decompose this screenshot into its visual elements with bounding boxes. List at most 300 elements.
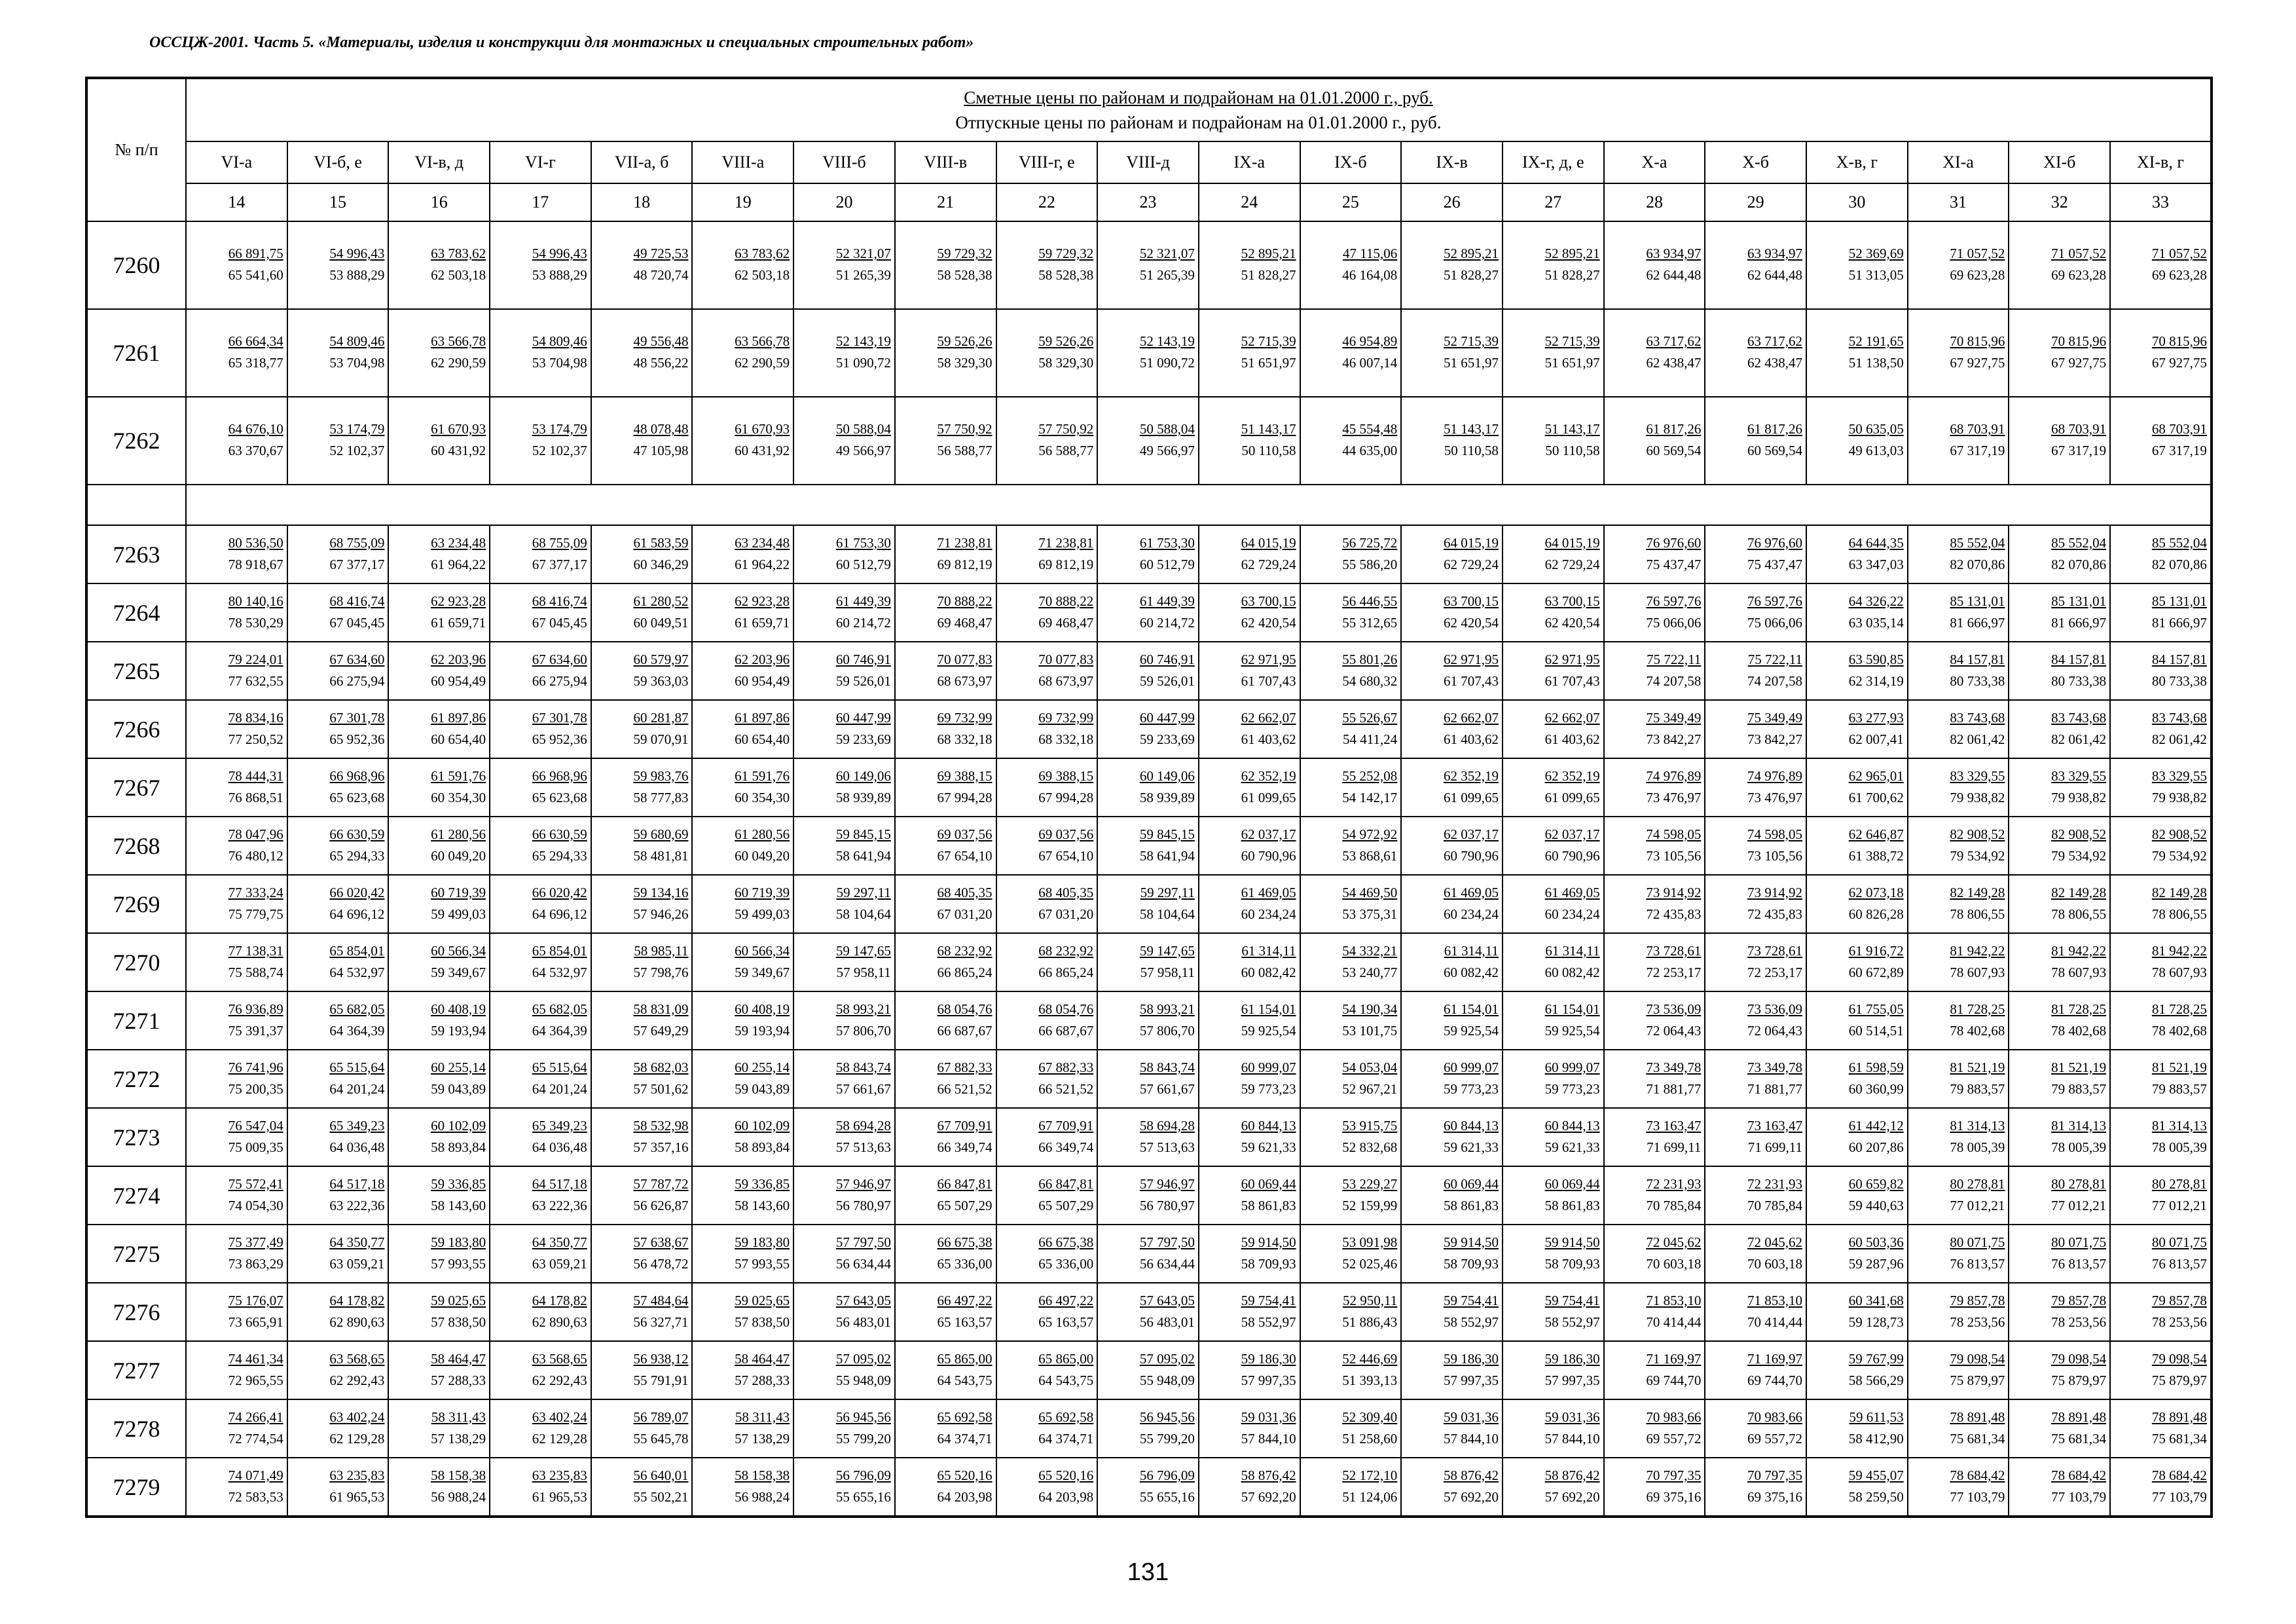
estimated-price: 62 037,17 — [1443, 826, 1499, 842]
price-cell — [287, 991, 389, 1050]
price-cell — [1908, 642, 2009, 700]
estimated-price: 60 341,68 — [1848, 1292, 1904, 1308]
release-price: 51 651,97 — [1241, 355, 1296, 371]
price-cell — [1908, 758, 2009, 817]
release-price: 69 375,16 — [1747, 1488, 1802, 1505]
release-price: 61 707,43 — [1241, 673, 1296, 689]
release-price: 78 005,39 — [2151, 1139, 2207, 1155]
estimated-price: 66 675,38 — [937, 1234, 993, 1250]
release-price: 61 707,43 — [1544, 673, 1600, 689]
column-index: 33 — [2110, 183, 2212, 221]
release-price: 66 349,74 — [937, 1139, 993, 1155]
column-index: 18 — [591, 183, 693, 221]
estimated-price: 66 675,38 — [1038, 1234, 1094, 1250]
estimated-price: 57 750,92 — [937, 421, 993, 437]
release-price: 67 377,17 — [329, 556, 385, 572]
estimated-price: 58 843,74 — [835, 1059, 891, 1075]
price-cell — [1908, 933, 2009, 991]
price-cell — [692, 525, 793, 583]
price-cell — [1604, 933, 1705, 991]
estimated-price: 58 831,09 — [633, 1001, 689, 1017]
price-cell — [591, 1166, 693, 1225]
release-price: 64 201,24 — [329, 1080, 385, 1097]
estimated-price: 64 517,18 — [329, 1175, 385, 1192]
release-price: 63 347,03 — [1848, 556, 1904, 572]
release-price: 56 483,01 — [1139, 1314, 1195, 1330]
price-cell — [1401, 758, 1503, 817]
price-cell — [2009, 397, 2110, 485]
price-cell — [1199, 309, 1300, 397]
release-price: 82 070,86 — [1950, 556, 2005, 572]
release-price: 67 927,75 — [2051, 355, 2107, 371]
estimated-price: 68 405,35 — [1038, 884, 1094, 900]
estimated-price: 61 469,05 — [1241, 884, 1296, 900]
estimated-price: 57 643,05 — [1139, 1292, 1195, 1308]
price-cell — [186, 758, 287, 817]
release-price: 66 865,24 — [937, 964, 993, 980]
release-price: 76 813,57 — [2051, 1255, 2107, 1272]
estimated-price: 81 314,13 — [1950, 1117, 2005, 1134]
price-cell — [1705, 397, 1806, 485]
release-price: 69 468,47 — [1038, 614, 1094, 631]
district-header: IX-г, д, е — [1503, 141, 1604, 183]
release-price: 75 681,34 — [2051, 1430, 2107, 1447]
estimated-price: 54 053,04 — [1342, 1059, 1398, 1075]
estimated-price: 54 972,92 — [1342, 826, 1398, 842]
estimated-price: 61 897,86 — [735, 709, 790, 726]
price-cell — [1705, 583, 1806, 642]
release-price: 78 806,55 — [2051, 906, 2107, 922]
estimated-price: 53 091,98 — [1342, 1234, 1398, 1250]
release-price: 65 623,68 — [329, 789, 385, 805]
release-price: 68 673,97 — [937, 673, 993, 689]
price-cell — [2110, 1050, 2212, 1108]
price-cell — [996, 397, 1098, 485]
release-price: 59 043,89 — [735, 1080, 790, 1097]
price-cell — [1199, 1166, 1300, 1225]
price-cell — [388, 817, 490, 875]
release-price: 72 774,54 — [228, 1430, 283, 1447]
release-price: 58 861,83 — [1443, 1197, 1499, 1213]
estimated-price: 50 588,04 — [1139, 421, 1195, 437]
price-cell — [186, 875, 287, 933]
price-cell — [490, 1166, 591, 1225]
estimated-price: 60 844,13 — [1241, 1117, 1296, 1134]
release-price: 60 954,49 — [735, 673, 790, 689]
price-cell — [490, 583, 591, 642]
release-price: 70 603,18 — [1646, 1255, 1702, 1272]
price-cell — [490, 1399, 591, 1458]
price-cell — [388, 758, 490, 817]
price-cell — [1604, 583, 1705, 642]
release-price: 71 699,11 — [1647, 1139, 1702, 1155]
table-row — [86, 1050, 2212, 1108]
release-price: 79 938,82 — [2051, 789, 2107, 805]
price-cell — [692, 700, 793, 758]
release-price: 59 043,89 — [431, 1080, 486, 1097]
estimated-price: 75 349,49 — [1747, 709, 1802, 726]
estimated-price: 56 796,09 — [835, 1467, 891, 1483]
price-cell — [1806, 1108, 1908, 1166]
release-price: 67 994,28 — [1038, 789, 1094, 805]
estimated-price: 57 797,50 — [835, 1234, 891, 1250]
estimated-price: 76 741,96 — [228, 1059, 283, 1075]
estimated-price: 75 349,49 — [1646, 709, 1702, 726]
estimated-price: 72 045,62 — [1646, 1234, 1702, 1250]
district-header: VI-б, е — [287, 141, 389, 183]
price-cell — [1300, 1166, 1402, 1225]
column-index: 16 — [388, 183, 490, 221]
price-cell — [2009, 1283, 2110, 1341]
estimated-price: 76 976,60 — [1646, 534, 1702, 551]
price-cell — [793, 1458, 895, 1517]
release-price: 53 704,98 — [532, 355, 587, 371]
estimated-price: 62 203,96 — [735, 651, 790, 667]
release-price: 76 868,51 — [228, 789, 283, 805]
release-price: 73 842,27 — [1747, 731, 1802, 747]
price-cell — [793, 1341, 895, 1399]
estimated-price: 53 915,75 — [1342, 1117, 1398, 1134]
column-index: 30 — [1806, 183, 1908, 221]
estimated-price: 71 853,10 — [1646, 1292, 1702, 1308]
estimated-price: 66 847,81 — [1038, 1175, 1094, 1192]
estimated-price: 63 566,78 — [735, 333, 790, 349]
estimated-price: 59 611,53 — [1849, 1409, 1904, 1425]
estimated-price: 68 416,74 — [532, 593, 587, 609]
price-cell — [1705, 933, 1806, 991]
release-price: 58 709,93 — [1443, 1255, 1499, 1272]
price-cell — [1401, 642, 1503, 700]
release-price: 67 994,28 — [937, 789, 993, 805]
release-price: 60 082,42 — [1241, 964, 1296, 980]
price-cell — [1908, 1283, 2009, 1341]
release-price: 51 265,39 — [835, 267, 891, 283]
release-price: 66 521,52 — [1038, 1080, 1094, 1097]
price-cell — [287, 583, 389, 642]
release-price: 75 879,97 — [2151, 1372, 2207, 1388]
estimated-price: 70 077,83 — [1038, 651, 1094, 667]
release-price: 60 082,42 — [1544, 964, 1600, 980]
release-price: 71 881,77 — [1747, 1080, 1802, 1097]
price-cell — [1199, 1283, 1300, 1341]
estimated-price: 53 174,79 — [532, 421, 587, 437]
row-code: 7272 — [86, 1050, 186, 1108]
estimated-price: 61 670,93 — [735, 421, 790, 437]
price-cell — [1300, 642, 1402, 700]
release-price: 51 651,97 — [1443, 355, 1499, 371]
price-cell — [1604, 1283, 1705, 1341]
release-price: 65 623,68 — [532, 789, 587, 805]
estimated-price: 63 717,62 — [1747, 333, 1802, 349]
price-cell — [1705, 758, 1806, 817]
column-index: 20 — [793, 183, 895, 221]
price-cell — [490, 1108, 591, 1166]
district-header: IX-а — [1199, 141, 1300, 183]
price-cell — [388, 1283, 490, 1341]
release-price: 55 502,21 — [633, 1488, 689, 1505]
release-price: 61 700,62 — [1848, 789, 1904, 805]
estimated-price: 61 817,26 — [1747, 421, 1802, 437]
estimated-price: 58 158,38 — [735, 1467, 790, 1483]
release-price: 52 832,68 — [1342, 1139, 1398, 1155]
estimated-price: 85 552,04 — [1950, 534, 2005, 551]
table-row — [86, 875, 2212, 933]
row-code: 7277 — [86, 1341, 186, 1399]
price-cell — [1705, 525, 1806, 583]
release-price: 55 948,09 — [835, 1372, 891, 1388]
estimated-price: 66 630,59 — [532, 826, 587, 842]
estimated-price: 65 349,23 — [532, 1117, 587, 1134]
release-price: 64 374,71 — [937, 1430, 993, 1447]
price-cell — [1401, 1341, 1503, 1399]
price-cell — [1503, 642, 1604, 700]
estimated-price: 63 566,78 — [431, 333, 486, 349]
estimated-price: 59 729,32 — [1038, 246, 1094, 261]
blank-cell — [86, 485, 186, 525]
district-header: XI-в, г — [2110, 141, 2212, 183]
price-cell — [1097, 397, 1199, 485]
release-price: 63 222,36 — [329, 1197, 385, 1213]
release-price: 66 687,67 — [1038, 1022, 1094, 1039]
price-cell — [1401, 1225, 1503, 1283]
release-price: 58 939,89 — [1139, 789, 1195, 805]
price-cell — [2110, 1458, 2212, 1517]
price-cell — [793, 1108, 895, 1166]
estimated-price: 61 753,30 — [1139, 534, 1195, 551]
estimated-price: 57 095,02 — [1139, 1350, 1195, 1367]
price-cell — [2110, 1399, 2212, 1458]
price-cell — [490, 1458, 591, 1517]
release-price: 48 720,74 — [633, 267, 689, 283]
release-price: 63 059,21 — [329, 1255, 385, 1272]
price-cell — [1806, 1399, 1908, 1458]
release-price: 59 526,01 — [835, 673, 891, 689]
price-cell — [1705, 1050, 1806, 1108]
price-cell — [1300, 1458, 1402, 1517]
release-price: 81 666,97 — [2151, 614, 2207, 631]
release-price: 67 377,17 — [532, 556, 587, 572]
release-price: 74 054,30 — [228, 1197, 283, 1213]
release-price: 64 364,39 — [532, 1022, 587, 1039]
price-cell — [388, 397, 490, 485]
price-cell — [287, 700, 389, 758]
release-price: 80 733,38 — [2151, 673, 2207, 689]
page-number: 131 — [1127, 1559, 1169, 1586]
estimated-price: 59 297,11 — [836, 884, 891, 900]
estimated-price: 58 985,11 — [634, 942, 689, 959]
release-price: 56 588,77 — [937, 443, 993, 458]
estimated-price: 54 332,21 — [1342, 942, 1398, 959]
estimated-price: 81 942,22 — [1950, 942, 2005, 959]
estimated-price: 60 746,91 — [835, 651, 891, 667]
estimated-price: 64 517,18 — [532, 1175, 587, 1192]
release-price: 78 402,68 — [1950, 1022, 2005, 1039]
estimated-price: 78 891,48 — [2051, 1409, 2107, 1425]
price-cell — [388, 1166, 490, 1225]
price-cell — [1604, 525, 1705, 583]
estimated-price: 59 336,85 — [431, 1175, 486, 1192]
estimated-price: 59 025,65 — [431, 1292, 486, 1308]
release-price: 61 707,43 — [1443, 673, 1499, 689]
price-cell — [692, 1458, 793, 1517]
price-cell — [2009, 1341, 2110, 1399]
release-price: 56 588,77 — [1038, 443, 1094, 458]
release-price: 79 883,57 — [1950, 1080, 2005, 1097]
district-header: VIII-г, е — [996, 141, 1098, 183]
price-cell — [1908, 1341, 2009, 1399]
price-cell — [793, 933, 895, 991]
price-cell — [1199, 642, 1300, 700]
release-price: 62 129,28 — [329, 1430, 385, 1447]
table-row — [86, 397, 2212, 485]
estimated-price: 82 149,28 — [2151, 884, 2207, 900]
release-price: 66 687,67 — [937, 1022, 993, 1039]
district-header: X-б — [1705, 141, 1806, 183]
release-price: 59 499,03 — [735, 906, 790, 922]
release-price: 62 129,28 — [532, 1430, 587, 1447]
estimated-price: 69 388,15 — [937, 767, 993, 784]
price-cell — [1503, 875, 1604, 933]
release-price: 53 240,77 — [1342, 964, 1398, 980]
price-cell — [591, 1050, 693, 1108]
release-price: 56 327,71 — [633, 1314, 689, 1330]
price-cell — [287, 875, 389, 933]
release-price: 62 290,59 — [431, 355, 486, 371]
release-price: 67 317,19 — [1950, 443, 2005, 458]
release-price: 65 294,33 — [329, 847, 385, 864]
price-cell — [2110, 817, 2212, 875]
release-price: 78 402,68 — [2051, 1022, 2107, 1039]
price-cell — [388, 221, 490, 309]
release-price: 72 064,43 — [1747, 1022, 1802, 1039]
release-price: 60 826,28 — [1848, 906, 1904, 922]
estimated-price: 66 497,22 — [1038, 1292, 1094, 1308]
price-cell — [1503, 1108, 1604, 1166]
release-price: 82 061,42 — [1950, 731, 2005, 747]
release-price: 61 965,53 — [329, 1488, 385, 1505]
row-code: 7261 — [86, 309, 186, 397]
estimated-price: 49 556,48 — [633, 333, 689, 349]
release-price: 57 844,10 — [1544, 1430, 1600, 1447]
price-cell — [2110, 525, 2212, 583]
row-code: 7276 — [86, 1283, 186, 1341]
release-price: 73 863,29 — [228, 1255, 283, 1272]
price-cell — [1705, 700, 1806, 758]
price-cell — [996, 875, 1098, 933]
price-cell — [996, 1283, 1098, 1341]
release-price: 60 346,29 — [633, 556, 689, 572]
estimated-price: 79 098,54 — [2051, 1350, 2107, 1367]
table-row — [86, 1225, 2212, 1283]
estimated-price: 61 897,86 — [431, 709, 486, 726]
release-price: 57 692,20 — [1443, 1488, 1499, 1505]
release-price: 56 483,01 — [835, 1314, 891, 1330]
estimated-price: 52 715,39 — [1443, 333, 1499, 349]
estimated-price: 71 057,52 — [2151, 246, 2207, 261]
estimated-price: 81 942,22 — [2151, 942, 2207, 959]
estimated-price: 75 377,49 — [228, 1234, 283, 1250]
price-cell — [388, 583, 490, 642]
table-row — [86, 642, 2212, 700]
release-price: 67 031,20 — [1038, 906, 1094, 922]
price-cell — [793, 525, 895, 583]
estimated-price: 59 031,36 — [1544, 1409, 1600, 1425]
estimated-price: 61 591,76 — [431, 767, 486, 784]
estimated-price: 67 709,91 — [937, 1117, 993, 1134]
release-price: 78 402,68 — [2151, 1022, 2207, 1039]
price-cell — [490, 1341, 591, 1399]
release-price: 75 066,06 — [1747, 614, 1802, 631]
release-price: 73 105,56 — [1747, 847, 1802, 864]
price-cell — [2009, 1458, 2110, 1517]
price-cell — [2009, 817, 2110, 875]
price-cell — [1097, 700, 1199, 758]
price-cell — [895, 1399, 996, 1458]
release-price: 59 349,67 — [431, 964, 486, 980]
estimated-price: 59 455,07 — [1848, 1467, 1904, 1483]
price-cell — [287, 933, 389, 991]
price-cell — [692, 1399, 793, 1458]
price-cell — [1401, 221, 1503, 309]
estimated-price: 59 526,26 — [1038, 333, 1094, 349]
blank-cell — [186, 485, 2212, 525]
release-price: 49 566,97 — [835, 443, 891, 458]
release-price: 67 045,45 — [329, 614, 385, 631]
release-price: 55 799,20 — [835, 1430, 891, 1447]
document-header: ОССЦЖ-2001. Часть 5. «Материалы, изделия и конструкции для монтажных и специальных строительных работ» — [149, 34, 974, 51]
estimated-price: 83 743,68 — [2051, 709, 2107, 726]
release-price: 46 164,08 — [1342, 267, 1398, 283]
estimated-price: 84 157,81 — [1950, 651, 2005, 667]
price-cell — [1199, 525, 1300, 583]
price-cell — [895, 991, 996, 1050]
price-cell — [388, 1225, 490, 1283]
release-price: 53 101,75 — [1342, 1022, 1398, 1039]
release-price: 68 332,18 — [937, 731, 993, 747]
estimated-price: 59 186,30 — [1241, 1350, 1296, 1367]
price-cell — [186, 1050, 287, 1108]
price-cell — [1199, 700, 1300, 758]
release-price: 56 780,97 — [835, 1197, 891, 1213]
estimated-price: 68 054,76 — [937, 1001, 993, 1017]
release-price: 60 082,42 — [1443, 964, 1499, 980]
release-price: 51 313,05 — [1848, 267, 1904, 283]
price-cell — [895, 700, 996, 758]
estimated-price: 62 352,19 — [1544, 767, 1600, 784]
estimated-price: 84 157,81 — [2051, 651, 2107, 667]
estimated-price: 60 844,13 — [1544, 1117, 1600, 1134]
price-cell — [793, 583, 895, 642]
price-cell — [692, 309, 793, 397]
price-cell — [895, 875, 996, 933]
estimated-price: 68 232,92 — [1038, 942, 1094, 959]
release-price: 51 090,72 — [1139, 355, 1195, 371]
estimated-price: 48 078,48 — [633, 421, 689, 437]
estimated-price: 73 349,78 — [1646, 1059, 1702, 1075]
release-price: 60 654,40 — [431, 731, 486, 747]
price-cell — [388, 1399, 490, 1458]
price-cell — [591, 758, 693, 817]
release-price: 59 621,33 — [1443, 1139, 1499, 1155]
price-cell — [490, 875, 591, 933]
price-cell — [186, 1225, 287, 1283]
price-cell — [186, 309, 287, 397]
estimated-price: 60 069,44 — [1241, 1175, 1296, 1192]
price-cell — [287, 817, 389, 875]
estimated-price: 62 352,19 — [1443, 767, 1499, 784]
estimated-price: 61 154,01 — [1443, 1001, 1499, 1017]
estimated-price: 72 231,93 — [1646, 1175, 1702, 1192]
